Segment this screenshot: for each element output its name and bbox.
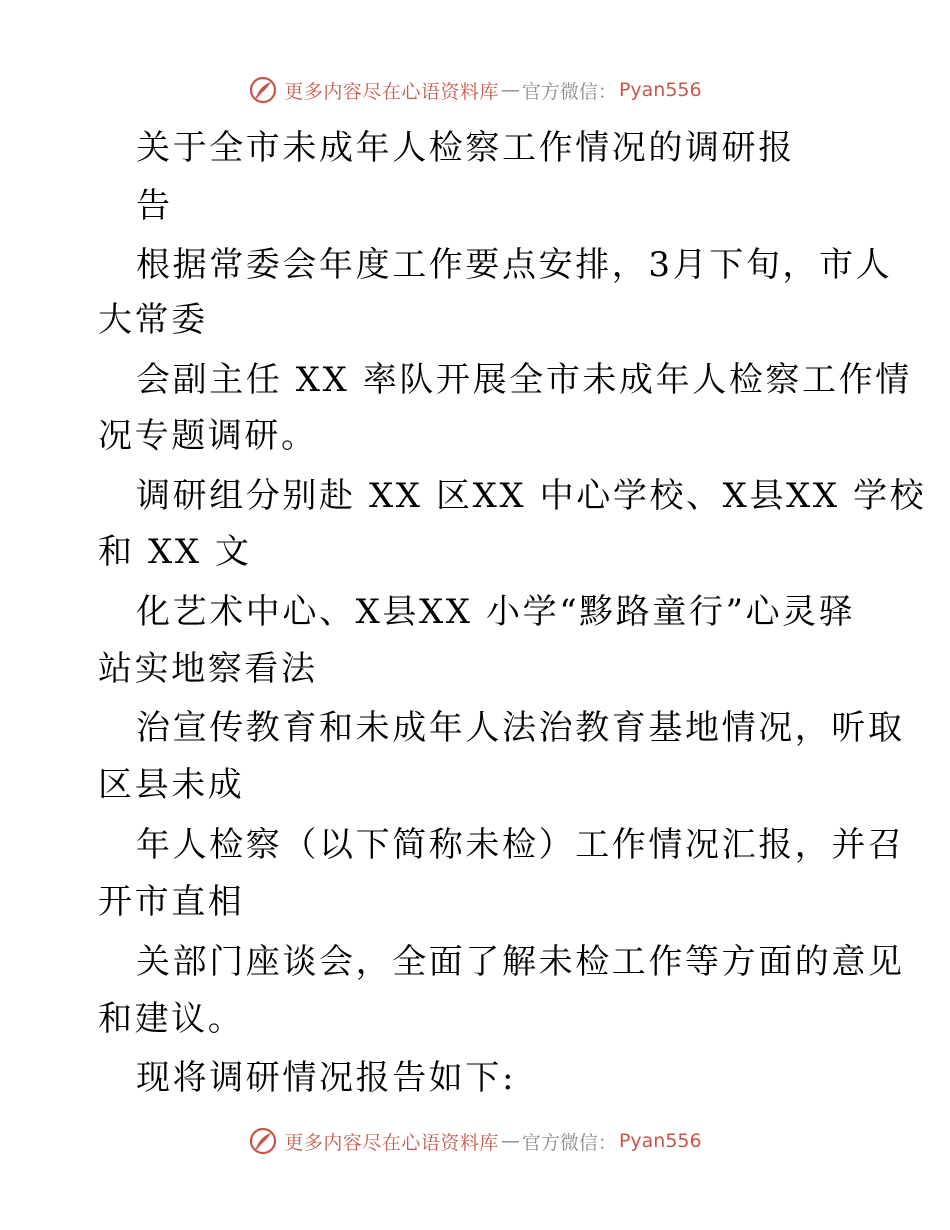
watermark-dash: — (500, 79, 520, 101)
quill-logo-icon (248, 75, 278, 105)
footer-watermark (0, 1121, 950, 1161)
doc-paragraph-line: 况专题调研。 (98, 416, 318, 456)
doc-paragraph-line: 和 XX 文 (98, 532, 252, 572)
doc-paragraph-line: 现将调研情况报告如下: (136, 1058, 517, 1098)
doc-paragraph-line: 站实地察看法 (98, 649, 318, 689)
doc-paragraph-line: 区县未成 (98, 765, 245, 805)
watermark-main-text: 更多内容尽在心语资料库 (284, 1131, 499, 1154)
doc-paragraph-line: 开市直相 (98, 882, 245, 922)
watermark-main-text: 更多内容尽在心语资料库 (284, 80, 499, 103)
watermark-official-label: 官方微信： (521, 80, 617, 103)
doc-paragraph-line: 化艺术中心、X县XX 小学“黟路童行”心灵驿 (136, 592, 856, 632)
doc-paragraph-line: 大常委 (98, 300, 208, 340)
watermark-wechat-id: Pyan556 (618, 1130, 702, 1152)
doc-paragraph-line: 会副主任 XX 率队开展全市未成年人检察工作情 (136, 360, 912, 400)
doc-title-line-2: 告 (136, 186, 173, 226)
doc-paragraph-line: 根据常委会年度工作要点安排，3月下旬，市人 (136, 245, 893, 285)
watermark-dash: — (500, 1130, 520, 1152)
header-watermark (0, 70, 950, 110)
doc-paragraph-line: 调研组分别赴 XX 区XX 中心学校、X县XX 学校 (136, 476, 927, 516)
doc-paragraph-line: 关部门座谈会，全面了解未检工作等方面的意见 (136, 942, 905, 982)
watermark-wechat-id: Pyan556 (618, 79, 702, 101)
doc-paragraph-line: 年人检察（以下简称未检）工作情况汇报，并召 (136, 825, 905, 865)
doc-title-line-1: 关于全市未成年人检察工作情况的调研报 (136, 128, 795, 168)
doc-paragraph-line: 治宣传教育和未成年人法治教育基地情况，听取 (136, 708, 905, 748)
watermark-official-label: 官方微信： (521, 1131, 617, 1154)
doc-paragraph-line: 和建议。 (98, 999, 245, 1039)
quill-logo-icon (248, 1126, 278, 1156)
